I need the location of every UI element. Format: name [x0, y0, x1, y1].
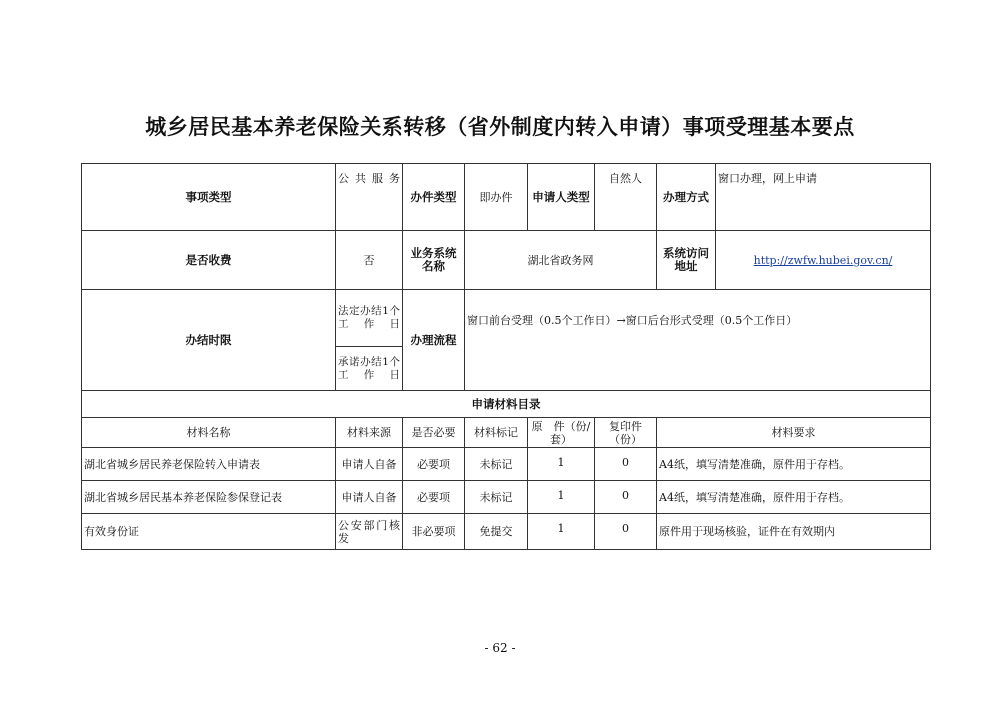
system-url-link[interactable]: http://zwfw.hubei.gov.cn/: [753, 253, 893, 267]
material-requirement: A4纸，填写清楚准确，原件用于存档。: [657, 448, 931, 481]
page-title: 城乡居民基本养老保险关系转移（省外制度内转入申请）事项受理基本要点: [145, 115, 855, 139]
material-source: 公安部门核发: [336, 514, 403, 550]
fee-value: 否: [336, 231, 403, 290]
materials-section-title: 申请材料目录: [82, 391, 931, 418]
handle-type-label: 办件类型: [403, 164, 465, 231]
material-name: 有效身份证: [82, 514, 336, 550]
process-label: 办理流程: [403, 290, 465, 391]
material-source: 申请人自备: [336, 481, 403, 514]
materials-section-row: [82, 391, 931, 418]
material-source: 申请人自备: [336, 448, 403, 481]
system-url-label: 系统访问地址: [657, 231, 716, 290]
table-row: [82, 481, 931, 514]
process-value: 窗口前台受理（0.5个工作日）→窗口后台形式受理（0.5个工作日）: [465, 290, 931, 391]
system-name-label: 业务系统名称: [403, 231, 465, 290]
header-material-name: 材料名称: [82, 418, 336, 448]
material-name: 湖北省城乡居民基本养老保险参保登记表: [82, 481, 336, 514]
material-requirement: A4纸，填写清楚准确，原件用于存档。: [657, 481, 931, 514]
legal-limit-value: 法定办结1个工作日: [336, 290, 403, 347]
fee-label: 是否收费: [82, 231, 336, 290]
material-mark: 未标记: [465, 481, 528, 514]
header-mark: 材料标记: [465, 418, 528, 448]
material-required: 必要项: [403, 448, 465, 481]
page-number: - 62 -: [484, 641, 516, 655]
info-row-time-limit: [82, 290, 931, 347]
table-row: [82, 514, 931, 550]
handle-type-value: 即办件: [465, 164, 528, 231]
material-original: 1: [528, 448, 595, 481]
handle-method-label: 办理方式: [657, 164, 716, 231]
material-mark: 未标记: [465, 448, 528, 481]
header-requirement: 材料要求: [657, 418, 931, 448]
material-copy: 0: [595, 514, 657, 550]
material-original: 1: [528, 514, 595, 550]
promised-limit-value: 承诺办结1个工作日: [336, 347, 403, 391]
material-copy: 0: [595, 481, 657, 514]
material-name: 湖北省城乡居民养老保险转入申请表: [82, 448, 336, 481]
system-name-value: 湖北省政务网: [465, 231, 657, 290]
materials-header-row: [82, 418, 931, 448]
material-requirement: 原件用于现场核验，证件在有效期内: [657, 514, 931, 550]
applicant-type-value: 自然人: [595, 164, 657, 231]
service-info-table: [81, 163, 931, 550]
info-row-item-type: [82, 164, 931, 231]
material-mark: 免提交: [465, 514, 528, 550]
item-type-label: 事项类型: [82, 164, 336, 231]
header-required: 是否必要: [403, 418, 465, 448]
header-material-source: 材料来源: [336, 418, 403, 448]
material-original: 1: [528, 481, 595, 514]
material-required: 必要项: [403, 481, 465, 514]
table-row: [82, 448, 931, 481]
item-type-value: 公共服务: [336, 164, 403, 231]
material-required: 非必要项: [403, 514, 465, 550]
handle-method-value: 窗口办理，网上申请: [716, 164, 931, 231]
time-limit-label: 办结时限: [82, 290, 336, 391]
applicant-type-label: 申请人类型: [528, 164, 595, 231]
material-copy: 0: [595, 448, 657, 481]
header-copy: 复印件（份）: [595, 418, 657, 448]
info-row-fee: [82, 231, 931, 290]
header-original: 原 件（份/套）: [528, 418, 595, 448]
